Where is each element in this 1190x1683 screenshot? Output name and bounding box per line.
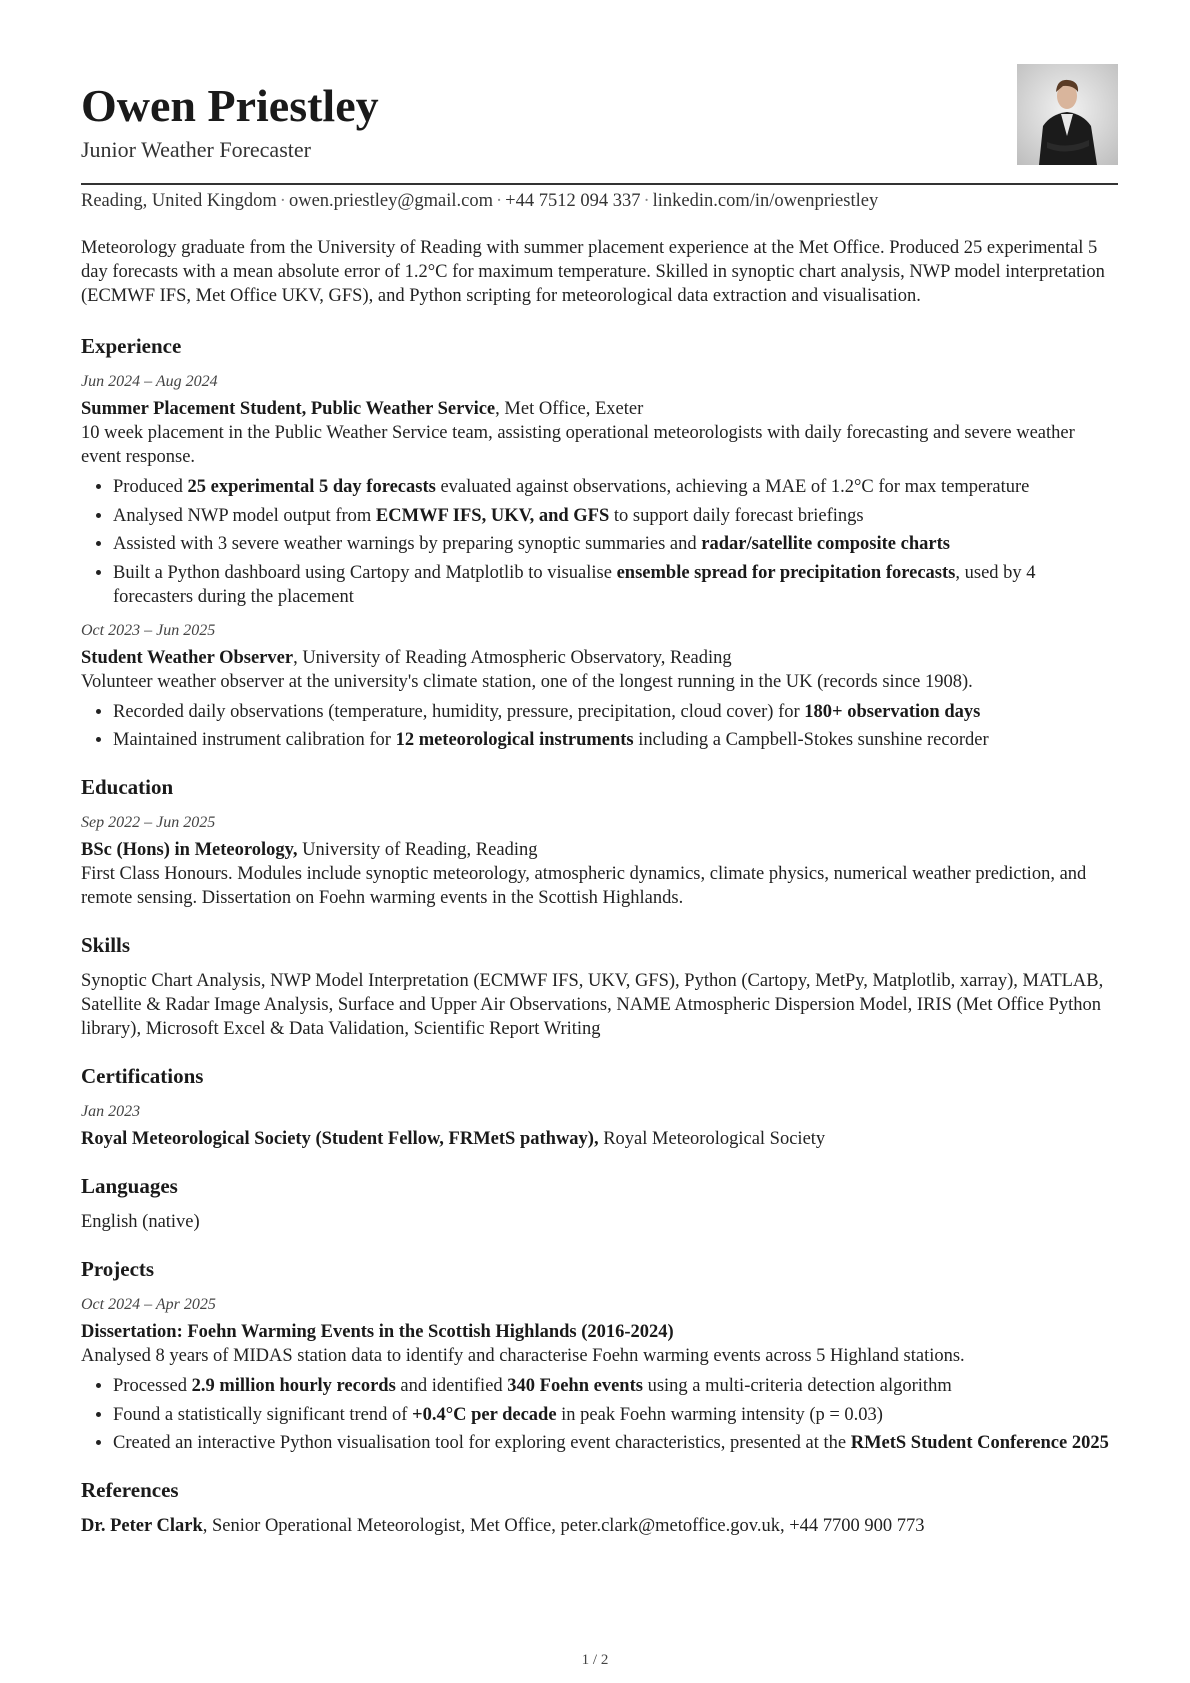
text-run: to support daily forecast briefings — [609, 505, 864, 526]
entry-date: Oct 2023 – Jun 2025 — [81, 621, 216, 639]
bold-text: 12 meteorological instruments — [395, 730, 634, 750]
phone: +44 7512 094 337 — [505, 191, 641, 211]
section-heading: Languages — [81, 1174, 178, 1198]
separator: · — [279, 191, 286, 211]
text-run: University of Reading, Reading — [297, 840, 538, 860]
section-experience — [81, 333, 1118, 752]
text-run: , Met Office, Exeter — [495, 399, 644, 419]
section-heading: Education — [81, 775, 174, 799]
candidate-name: Owen Priestley — [81, 80, 379, 131]
entry-date: Jan 2023 — [81, 1103, 141, 1120]
section-certifications — [81, 1063, 1118, 1151]
section-heading: Certifications — [81, 1064, 204, 1088]
bold-text: BSc (Hons) in Meteorology, — [81, 840, 298, 860]
bold-text: 180+ observation days — [804, 701, 981, 722]
bullet-item — [113, 728, 1118, 752]
section-projects — [81, 1256, 1118, 1455]
entry-description: 10 week placement in the Public Weather Service team, assisting operational meteorologists with daily forecasting and severe weather event response. — [81, 423, 1075, 467]
bold-text: 340 Foehn events — [507, 1376, 643, 1396]
bullet-item — [113, 700, 1118, 724]
text-run: and identified — [395, 1376, 508, 1396]
bold-text: RMetS Student Conference 2025 — [850, 1433, 1109, 1453]
bullet-item — [113, 1403, 1118, 1427]
section-education — [81, 774, 1118, 910]
bold-text: Summer Placement Student, Public Weather Service — [81, 399, 496, 419]
bullet-item — [113, 561, 1118, 609]
section-skills — [81, 932, 1118, 1041]
entry — [81, 619, 1118, 753]
entry-date: Jun 2024 – Aug 2024 — [81, 373, 218, 390]
bold-text: ECMWF IFS, UKV, and GFS — [375, 505, 610, 526]
text-run: Processed — [113, 1376, 192, 1396]
separator: · — [643, 191, 650, 211]
text-run: , used by 4 forecasters during the placement — [113, 562, 1036, 607]
entry-role — [81, 838, 1118, 862]
bullet-item — [113, 1431, 1118, 1455]
section-text: Synoptic Chart Analysis, NWP Model Interpretation (ECMWF IFS, UKV, GFS), Python (Cartopy, MetPy, Matplotlib, xarray), MATLAB, Satellite & Radar Image Analysis, Surface and Upper Air Observations, NAME Atmospheric Dispersion Model, IRIS (Met Office Python library), Microsoft Excel & Data Validation, Scientific Report Writing — [81, 971, 1104, 1039]
entry-description: Analysed 8 years of MIDAS station data to identify and characterise Foehn warming events across 5 Highland stations. — [81, 1346, 965, 1366]
text-run: Analysed NWP model output from — [113, 505, 376, 526]
bullet-list — [81, 700, 1118, 753]
separator: · — [496, 191, 503, 211]
entry — [81, 1514, 1118, 1538]
section-heading: Skills — [81, 933, 131, 957]
resume-body — [81, 236, 1118, 1560]
entry-role — [81, 397, 1118, 421]
summary: Meteorology graduate from the University of Reading with summer placement experience at the Met Office. Produced 25 experimental 5 day forecasts with a mean absolute error of 1.2°C for maximum temperature. Skilled in synoptic chart analysis, NWP model interpretation (ECMWF IFS, Met Office UKV, GFS), and Python scripting for meteorological data extraction and visualisation. — [81, 238, 1105, 306]
location: Reading, United Kingdom — [81, 191, 277, 211]
page-number: 1 / 2 — [581, 1652, 609, 1668]
bullet-item — [113, 532, 1118, 556]
section-heading: References — [81, 1478, 179, 1502]
section-heading: Experience — [81, 334, 182, 358]
bullet-item — [113, 475, 1118, 499]
email-link[interactable]: owen.priestley@gmail.com — [288, 191, 493, 211]
linkedin-link[interactable]: linkedin.com/in/owenpriestley — [652, 191, 879, 211]
entry — [81, 811, 1118, 910]
bold-text: 25 experimental 5 day forecasts — [187, 477, 436, 497]
bold-text: Dissertation: Foehn Warming Events in the Scottish Highlands (2016-2024) — [81, 1322, 674, 1342]
text-run: Royal Meteorological Society — [598, 1129, 826, 1149]
entry-role — [81, 1320, 1118, 1344]
entry-date: Sep 2022 – Jun 2025 — [81, 814, 216, 831]
bullet-item — [113, 1374, 1118, 1398]
entry-description: Volunteer weather observer at the university's climate station, one of the longest running in the UK (records since 1908). — [81, 671, 973, 692]
text-run: including a Campbell-Stokes sunshine recorder — [633, 730, 989, 750]
bullet-item — [113, 504, 1118, 528]
entry-description: First Class Honours. Modules include synoptic meteorology, atmospheric dynamics, climate physics, numerical weather prediction, and remote sensing. Dissertation on Foehn warming events in the Scottish Highlands. — [81, 864, 1087, 908]
text-run: using a multi-criteria detection algorithm — [642, 1376, 952, 1396]
header-divider — [81, 183, 1118, 185]
bold-text: Student Weather Observer — [81, 647, 294, 668]
entry-date: Oct 2024 – Apr 2025 — [81, 1296, 216, 1313]
text-run: , Senior Operational Meteorologist, Met Office, peter.clark@metoffice.gov.uk, +44 7700 900 773 — [202, 1516, 925, 1536]
bold-text: +0.4°C per decade — [412, 1404, 557, 1425]
bold-text: Dr. Peter Clark — [81, 1516, 203, 1536]
text-run: Maintained instrument calibration for — [113, 730, 396, 750]
profile-photo — [1017, 64, 1118, 165]
section-languages — [81, 1173, 1118, 1234]
bullet-list — [81, 475, 1118, 609]
bold-text: Royal Meteorological Society (Student Fellow, FRMetS pathway), — [81, 1129, 599, 1149]
bold-text: 2.9 million hourly records — [191, 1376, 396, 1396]
text-run: Found a statistically significant trend of — [113, 1404, 413, 1425]
entry — [81, 370, 1118, 609]
entry-role — [81, 646, 1118, 670]
job-title: Junior Weather Forecaster — [81, 137, 311, 162]
bullet-list — [81, 1374, 1118, 1455]
entry-role — [81, 1514, 1118, 1538]
bold-text: radar/satellite composite charts — [701, 534, 950, 554]
entry — [81, 1293, 1118, 1455]
text-run: in peak Foehn warming intensity (p = 0.03) — [556, 1404, 883, 1425]
section-heading: Projects — [81, 1257, 155, 1281]
text-run: Recorded daily observations (temperature, humidity, pressure, precipitation, cloud cover) for — [113, 701, 805, 722]
entry-role — [81, 1127, 1118, 1151]
bold-text: ensemble spread for precipitation forecasts — [616, 562, 956, 583]
entry — [81, 1100, 1118, 1151]
text-run: Created an interactive Python visualisation tool for exploring event characteristics, presented at the — [113, 1433, 851, 1453]
text-run: evaluated against observations, achieving a MAE of 1.2°C for max temperature — [435, 477, 1030, 497]
section-references — [81, 1477, 1118, 1538]
text-run: , University of Reading Atmospheric Observatory, Reading — [293, 647, 732, 668]
text-run: Assisted with 3 severe weather warnings by preparing synoptic summaries and — [113, 534, 702, 554]
text-run: Produced — [113, 477, 188, 497]
text-run: Built a Python dashboard using Cartopy and Matplotlib to visualise — [113, 562, 617, 583]
contact-line — [81, 189, 878, 213]
section-text: English (native) — [81, 1212, 200, 1232]
